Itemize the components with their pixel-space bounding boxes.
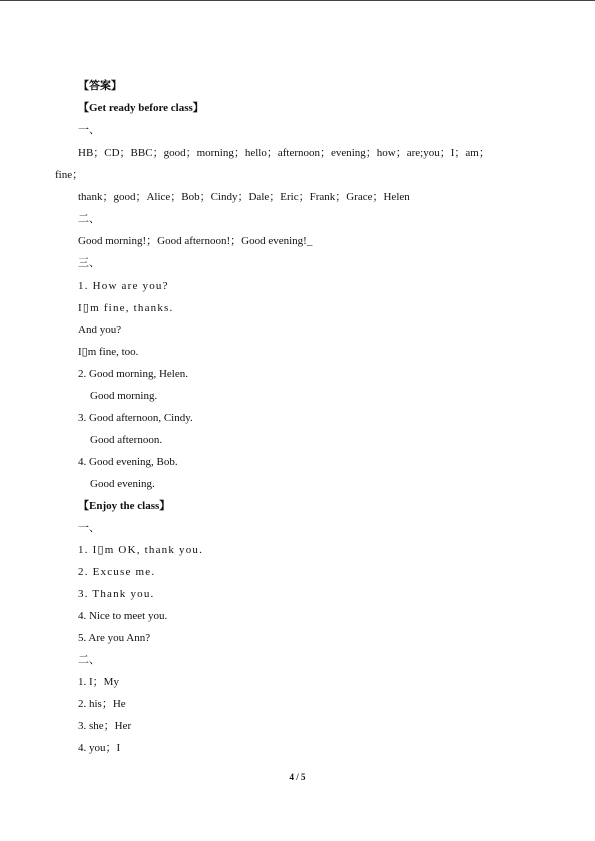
dialog-line: 1. How are you?	[78, 280, 169, 292]
dialog-line: I▯m fine, too.	[78, 346, 139, 358]
dialog-line: And you?	[78, 324, 122, 336]
part-label: 一、	[78, 522, 100, 534]
part-label: 二、	[78, 654, 100, 666]
dialog-line: I▯m fine, thanks.	[78, 302, 174, 314]
answer-item: 3. she；Her	[78, 720, 132, 732]
top-rule	[0, 0, 595, 1]
vocab-line: HB；CD；BBC；good；morning；hello；afternoon；evening；how；are;you；I；am；	[78, 147, 490, 159]
dialog-line: 2. Good morning, Helen.	[78, 368, 188, 380]
part-label: 一、	[78, 124, 100, 136]
answer-item: 3. Thank you.	[78, 588, 155, 600]
answer-item: 4. Nice to meet you.	[78, 610, 168, 622]
dialog-line: 4. Good evening, Bob.	[78, 456, 178, 468]
dialog-line: Good afternoon.	[90, 434, 163, 446]
part-label: 三、	[78, 257, 100, 269]
answer-item: 1. I；My	[78, 676, 119, 688]
answer-heading: 【答案】	[78, 80, 122, 92]
greetings-line: Good morning!；Good afternoon!；Good evening!_	[78, 235, 313, 247]
part-label: 二、	[78, 213, 100, 225]
answer-item: 2. Excuse me.	[78, 566, 156, 578]
page-number: 4 / 5	[289, 772, 306, 782]
answer-item: 4. you；I	[78, 742, 121, 754]
section-title-get-ready: 【Get ready before class】	[78, 102, 204, 114]
dialog-line: Good morning.	[90, 390, 158, 402]
answer-item: 2. his；He	[78, 698, 126, 710]
vocab-line: thank；good；Alice；Bob；Cindy；Dale；Eric；Frank；Grace；Helen	[78, 191, 410, 203]
section-title-enjoy: 【Enjoy the class】	[78, 500, 171, 512]
dialog-line: 3. Good afternoon, Cindy.	[78, 412, 193, 424]
dialog-line: Good evening.	[90, 478, 155, 490]
vocab-line: fine；	[55, 169, 84, 181]
answer-item: 1. I▯m OK, thank you.	[78, 544, 204, 556]
answer-item: 5. Are you Ann?	[78, 632, 151, 644]
